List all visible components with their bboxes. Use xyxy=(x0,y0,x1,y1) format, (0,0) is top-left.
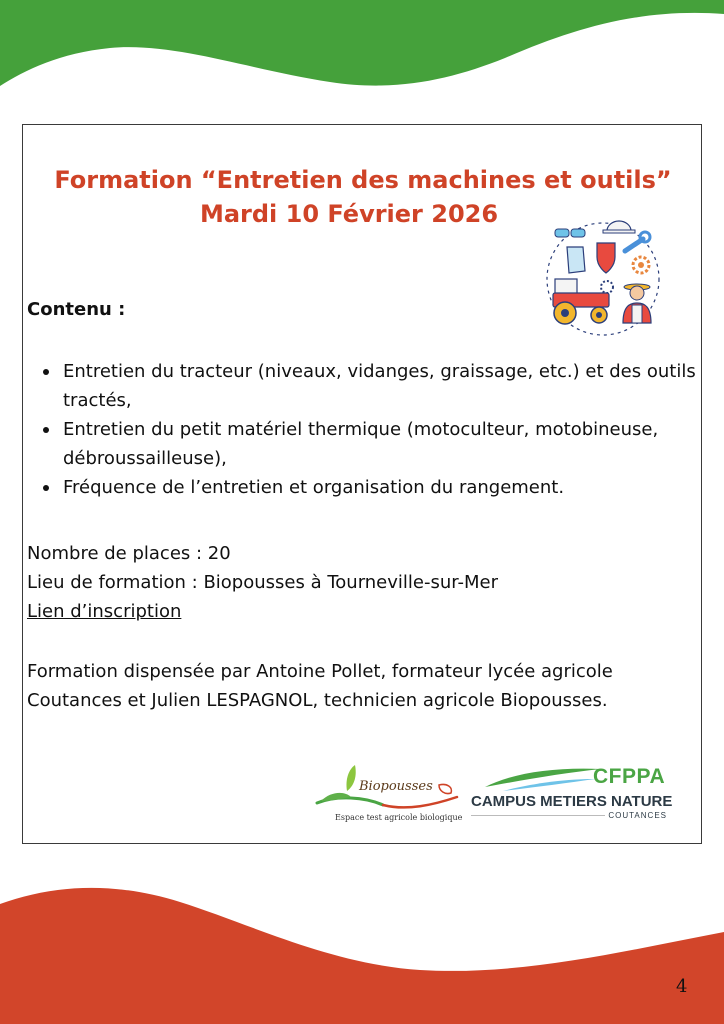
trainer-text: Formation dispensée par Antoine Pollet, formateur lycée agricole Coutances et Julien LESPAGNOL, technicien agricole Biopousses. xyxy=(27,661,613,711)
event-info xyxy=(27,539,498,626)
event-card xyxy=(22,124,702,844)
registration-link[interactable]: Lien d’inscription xyxy=(27,601,182,622)
cfppa-city: COUTANCES xyxy=(605,811,667,820)
biopousses-logo xyxy=(311,761,461,827)
title-line-2: Mardi 10 Février 2026 xyxy=(199,200,499,228)
list-item: Entretien du tracteur (niveaux, vidanges, graissage, etc.) et des outils tractés, xyxy=(63,357,724,415)
content-list xyxy=(27,357,724,502)
list-item: Fréquence de l’entretien et organisation du rangement. xyxy=(63,473,724,502)
title-line-1: Formation “Entretien des machines et outils” xyxy=(54,166,672,194)
list-item: Entretien du petit matériel thermique (motoculteur, motobineuse, débroussailleuse), xyxy=(63,415,724,473)
cfppa-logo xyxy=(469,765,679,829)
cfppa-name: CFPPA xyxy=(593,765,666,788)
content-label: Contenu : xyxy=(27,299,126,320)
top-green-wave xyxy=(0,0,724,100)
cfppa-swoosh-icon xyxy=(483,765,607,793)
agricultural-maintenance-illustration-icon xyxy=(537,217,667,341)
places-count: Nombre de places : 20 xyxy=(27,543,231,564)
location: Lieu de formation : Biopousses à Tourneville-sur-Mer xyxy=(27,572,499,593)
page-number: 4 xyxy=(676,976,688,997)
cfppa-campus: CAMPUS METIERS NATURE xyxy=(471,793,673,810)
bottom-red-wave xyxy=(0,880,724,1024)
biopousses-name: Biopousses xyxy=(359,779,433,794)
biopousses-tagline: Espace test agricole biologique xyxy=(335,813,463,822)
